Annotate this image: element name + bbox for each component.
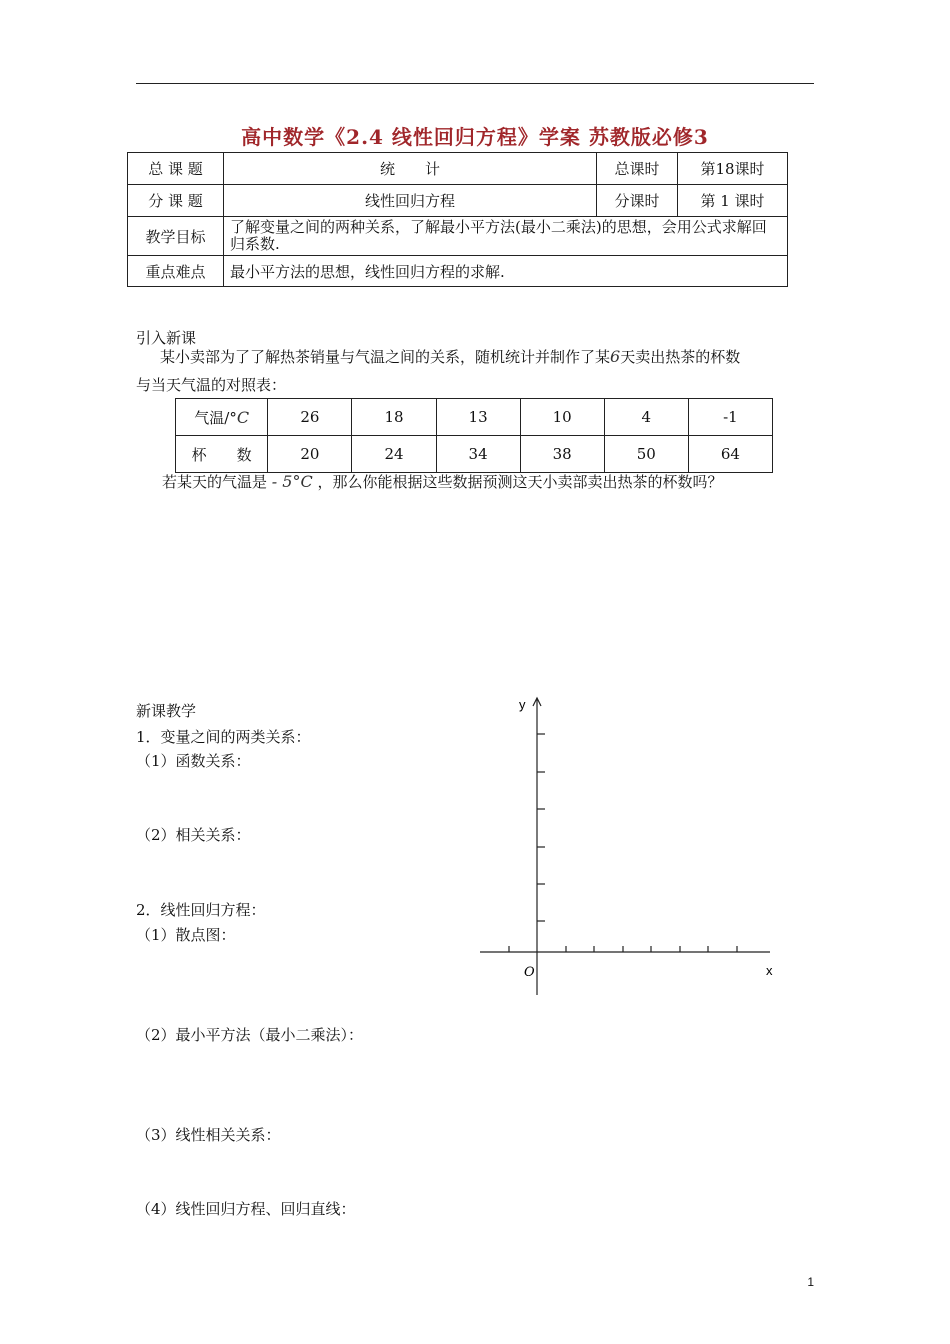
temp-label: 气温/° [194,408,237,427]
section-1: 1．变量之间的两类关系： [136,728,311,746]
teaching-goals: 了解变量之间的两种关系，了解最小平方法(最小二乘法)的思想，会用公式求解回归系数. [224,217,788,256]
course-info-table [127,152,788,287]
page-title: 高中数学《2.4 线性回归方程》学案 苏教版必修3 [241,125,709,149]
cups-cell: 34 [436,436,520,473]
question-text: ，那么你能根据这些数据预测这天小卖部卖出热茶的杯数吗？ [317,473,723,491]
intro-text: 天卖出热茶的杯数 [620,348,741,366]
intro-paragraph [136,342,816,372]
section-2-2: （2）最小平方法（最小二乘法）： [136,1026,364,1044]
temp-cell: 10 [520,399,604,436]
section-1-2: （2）相关关系： [136,826,251,844]
temp-header [176,399,268,436]
cups-cell: 24 [352,436,436,473]
intro-days: 6 [610,347,621,366]
y-axis-label: y [519,697,526,712]
header-rule [136,83,814,84]
temp-cell: 18 [352,399,436,436]
cell-period-label: 分课时 [597,185,678,217]
page-number: 1 [807,1275,814,1289]
question-temperature: - 5°C [271,472,313,491]
key-points: 最小平方法的思想，线性回归方程的求解. [224,256,788,287]
section-2-1: （1）散点图： [136,926,236,944]
cell-period-label: 总课时 [597,153,678,185]
origin-label: O [524,965,535,980]
question-text: 若某天的气温是 [162,473,268,491]
section-1-1: （1）函数关系： [136,752,251,770]
cups-cell: 20 [268,436,352,473]
temp-cell: -1 [688,399,772,436]
temp-cell: 26 [268,399,352,436]
cups-cell: 50 [604,436,688,473]
cell-label: 总 课 题 [128,153,224,185]
cell-value: 线性回归方程 [224,185,597,217]
coordinate-axes [470,690,790,1000]
intro-heading: 引入新课 [136,329,197,347]
temp-unit: C [236,407,250,427]
section-2-3: （3）线性相关关系： [136,1126,281,1144]
cell-label: 分 课 题 [128,185,224,217]
section-2: 2．线性回归方程： [136,901,266,919]
cups-cell: 64 [688,436,772,473]
x-axis-label: x [766,963,773,978]
cups-cell: 38 [520,436,604,473]
question-line [162,467,822,497]
intro-text: 某小卖部为了了解热茶销量与气温之间的关系，随机统计并制作了某 [160,348,611,366]
section-2-4: （4）线性回归方程、回归直线： [136,1200,356,1218]
newlesson-heading: 新课教学 [136,702,197,720]
temp-cell: 4 [604,399,688,436]
cell-period-value: 第18课时 [678,153,788,185]
cups-header: 杯 数 [176,436,268,473]
temperature-cups-table [175,398,773,473]
cell-period-value: 第 1 课时 [678,185,788,217]
cell-label: 教学目标 [128,217,224,256]
intro-paragraph-2: 与当天气温的对照表： [136,376,287,394]
cell-label: 重点难点 [128,256,224,287]
cell-value: 统 计 [224,153,597,185]
temp-cell: 13 [436,399,520,436]
